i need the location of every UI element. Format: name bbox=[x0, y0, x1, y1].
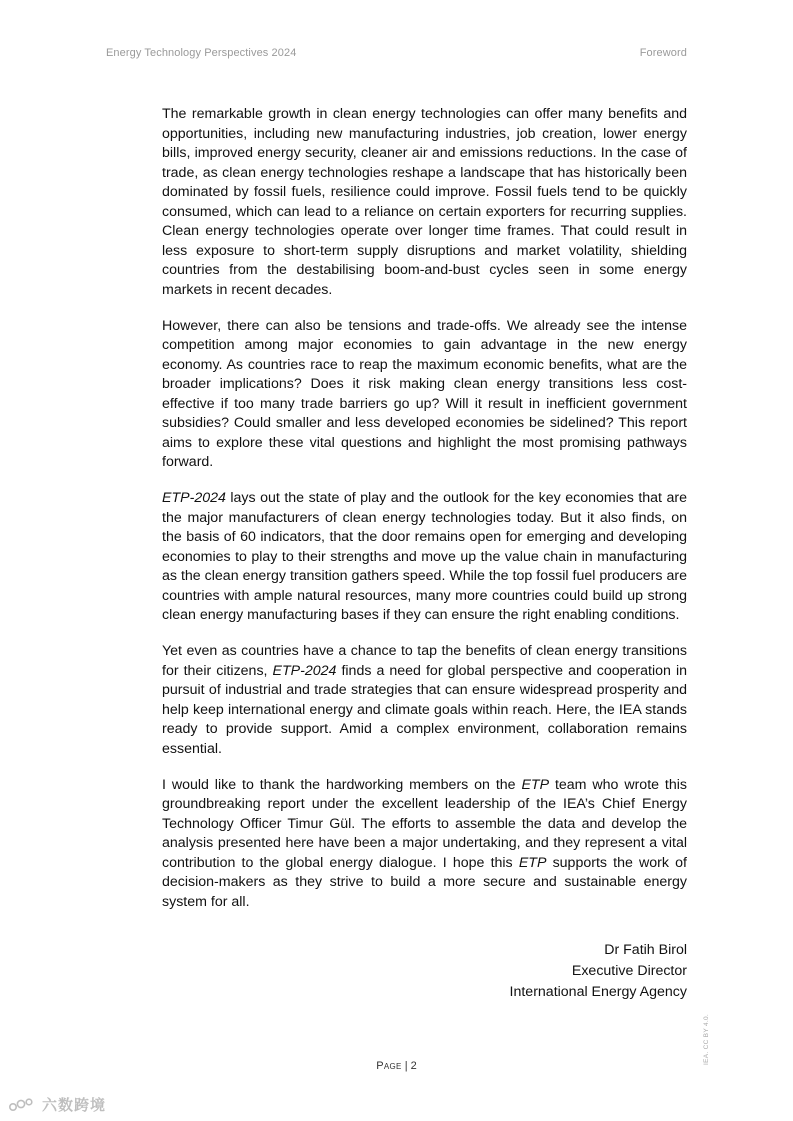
signatory-role: Executive Director bbox=[571, 963, 687, 979]
watermark-text: 六数跨境 bbox=[42, 1096, 107, 1114]
paragraph-3 bbox=[162, 489, 687, 626]
signature-block bbox=[510, 940, 687, 1003]
page-number-value: 2 bbox=[410, 1060, 417, 1072]
paragraph-4 bbox=[162, 642, 687, 759]
page-label: Page bbox=[376, 1060, 402, 1072]
paragraph-text: supports the work of decision-makers as they strive to build a more secure and sustainable energy system for all. bbox=[162, 854, 687, 910]
signatory-name: Dr Fatih Birol bbox=[604, 942, 687, 958]
foreword-body bbox=[162, 105, 687, 929]
paragraph-text: lays out the state of play and the outlook for the key economies that are the major manufacturers of clean energy technologies today. But it also finds, on the basis of 60 indicators, that the door remains open for emerging and developing economies to play to their strengths and move up the value chain in manufacturing as the clean energy transition gathers speed. While the top fossil fuel producers are countries with ample natural resources, many more countries could build up strong clean energy manufacturing bases if they can ensure the right enabling conditions. bbox=[162, 490, 687, 623]
paragraph-1 bbox=[162, 105, 687, 300]
paragraph-text: I would like to thank the hardworking members on the bbox=[162, 776, 522, 793]
signatory-organization: International Energy Agency bbox=[509, 984, 687, 1000]
report-title-italic: ETP-2024 bbox=[272, 662, 337, 679]
report-title-italic: ETP bbox=[521, 776, 550, 793]
document-title: Energy Technology Perspectives 2024 bbox=[106, 47, 297, 59]
page-separator: | bbox=[401, 1060, 411, 1072]
section-name: Foreword bbox=[639, 47, 687, 59]
report-title-italic: ETP bbox=[518, 854, 547, 871]
paragraph-text: team who wrote this groundbreaking report under the excellent leadership of the IEA’s Chief Energy Technology Officer Timur Gül. The efforts to assemble the data and develop the analysis presented here have been a major undertaking, and they represent a vital contribution to the global energy dialogue. I hope this bbox=[162, 776, 687, 871]
page-number bbox=[0, 1060, 793, 1072]
watermark bbox=[8, 1094, 106, 1115]
paragraph-text: finds a need for global perspective and cooperation in pursuit of industrial and trade strategies that can ensure widespread prosperity and help keep international energy and climate goals within reach. Here, the IEA stands ready to provide support. Amid a complex environment, collaboration remains essential. bbox=[162, 662, 688, 757]
license-note: IEA. CC BY 4.0. bbox=[703, 1014, 710, 1065]
paragraph-5 bbox=[162, 776, 687, 913]
paragraph-2 bbox=[162, 317, 687, 473]
paragraph-text: The remarkable growth in clean energy technologies can offer many benefits and opportunities, including new manufacturing industries, job creation, lower energy bills, improved energy security, cleaner air and emissions reductions. In the case of trade, as clean energy technologies reshape a landscape that has historically been dominated by fossil fuels, resilience could improve. Fossil fuels tend to be quickly consumed, which can lead to a reliance on certain exporters for recurring supplies. Clean energy technologies operate over longer time frames. That could result in less exposure to short-term supply disruptions and market volatility, shielding countries from the destabilising boom-and-bust cycles seen in some energy markets in recent decades. bbox=[162, 106, 687, 298]
report-title-italic: ETP-2024 bbox=[162, 490, 226, 506]
watermark-logo-icon bbox=[8, 1097, 38, 1113]
paragraph-text: Yet even as countries have a chance to tap the benefits of clean energy transitions for their citizens, bbox=[162, 643, 687, 679]
paragraph-text: However, there can also be tensions and trade-offs. We already see the intense competition among major economies to gain advantage in the new energy economy. As countries race to reap the maximum economic benefits, what are the broader implications? Does it risk making clean energy transitions less cost-effective if too many trade barriers go up? Will it result in inefficient government subsidies? Could smaller and less developed economies be sidelined? This report aims to explore these vital questions and highlight the most promising pathways forward. bbox=[162, 317, 687, 470]
